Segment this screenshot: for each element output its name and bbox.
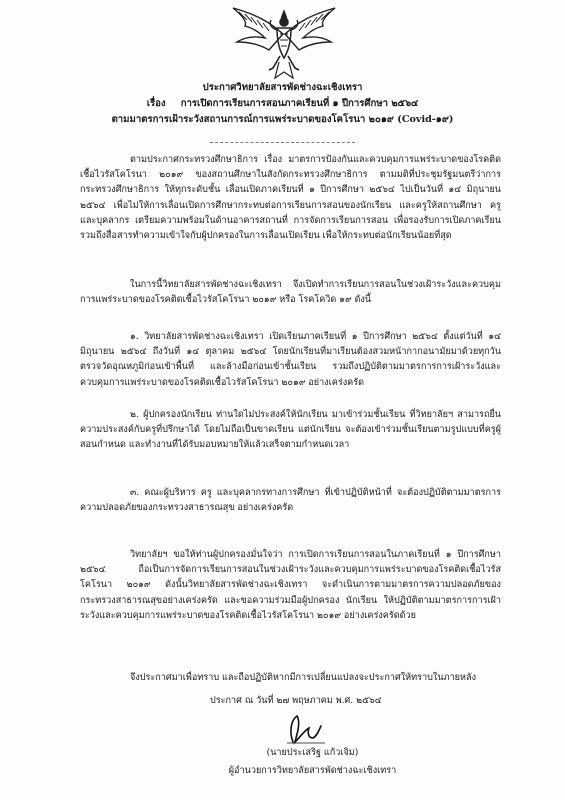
paragraph-text: ตามประกาศกระทรวงศึกษาธิการ เรื่อง มาตรการป้องกันและควบคุมการแพร่ระบาดของโรคติดเชื้อไวรัสโคโรนา ๒๐๑๙ ของสถานศึกษาในสังกัดกระทรวงศึกษาธิการ ตามมติที่ประชุมรัฐมนตรีว่าการกระทรวงศึกษาธิการ ให้ทุกระดับชั้น เลื่อนเปิดภาคเรียนที่ ๑ ปีการศึกษา ๒๕๖๔ ไปเป็นวันที่ ๑๔ มิถุนายน ๒๕๖๔ เพื่อไม่ให้การเลื่อนเปิดการศึกษากระทบต่อการเรียนการสอนของนักเรียน และครูให้สถานศึกษา ครูและบุคลากร เตรียมความพร้อมในด้านอาคารสถานที่ การจัดการเรียนการสอน เพื่อรองรับการเปิดภาคเรียน รวมถึงสื่อสารทำความเข้าใจกับผู้ปกครองในการเลื่อนเปิดเรียน เพื่อให้กระทบต่อนักเรียนน้อยที่สุด bbox=[80, 155, 501, 242]
signer-position: ผู้อำนวยการวิทยาลัยสารพัดช่างฉะเชิงเทรา bbox=[228, 766, 397, 776]
announcement-title: ประกาศวิทยาลัยสารพัดช่างฉะเชิงเทรา bbox=[202, 82, 363, 93]
body-paragraph-1 bbox=[80, 153, 501, 244]
paragraph-text: ๓. คณะผู้บริหาร ครู และบุคลากรทางการศึกษา ที่เข้าปฏิบัติหน้าที่ จะต้องปฏิบัติตามมาตรการความปลอดภัยของกระทรวงสาธารณสุข อย่างเคร่งครัด bbox=[80, 488, 501, 514]
issue-date: ประกาศ ณ วันที่ ๒๗ พฤษภาคม พ.ศ. ๒๕๖๔ bbox=[210, 696, 382, 706]
paragraph-text: ๑. วิทยาลัยสารพัดช่างฉะเชิงเทรา เปิดเรียนภาคเรียนที่ ๑ ปีการศึกษา ๒๕๖๔ ตั้งแต่วันที่ ๑๔ มิถุนายน ๒๕๖๔ ถึงวันที่ ๑๔ ตุลาคม ๒๕๖๔ โดยนักเรียนที่มาเรียนต้องสวมหน้ากากอนามัยมาด้วยทุกวัน ตรวจวัดอุณหภูมิก่อนเข้าพื้นที่ และล้างมือก่อนเข้าชั้นเรียน รวมถึงปฏิบัติตามมาตรการการเฝ้าระวังและควบคุมการแพร่ระบาดของโรคติดเชื้อไวรัสโคโรนา ๒๐๑๙ อย่างเคร่งครัด bbox=[80, 332, 501, 388]
body-paragraph-6 bbox=[80, 548, 501, 624]
handwritten-signature-icon bbox=[275, 712, 335, 746]
closing-statement bbox=[80, 671, 501, 686]
subject-label: เรื่อง bbox=[146, 98, 166, 109]
header-divider bbox=[210, 142, 355, 143]
announcement-header bbox=[0, 80, 565, 128]
body-paragraph-4 bbox=[80, 408, 501, 454]
subject-text: การเปิดการเรียนการสอนภาคเรียนที่ ๑ ปีการศึกษา ๒๕๖๔ bbox=[180, 98, 419, 109]
subject-line-2: ตามมาตรการเฝ้าระวังสถานการณ์การแพร่ระบาดของโคโรนา ๒๐๑๙ (Covid-๑๙) bbox=[111, 114, 454, 125]
body-paragraph-3 bbox=[80, 330, 501, 391]
announcement-subject bbox=[147, 96, 419, 112]
closing-text: จึงประกาศมาเพื่อทราบ และถือปฏิบัติหากมีการเปลี่ยนแปลงจะประกาศให้ทราบในภายหลัง bbox=[130, 673, 477, 683]
paragraph-text: วิทยาลัยฯ ขอให้ท่านผู้ปกครองมั่นใจว่า การเปิดการเรียนการสอนในภาคเรียนที่ ๑ ปีการศึกษา ๒๕๖๔ ถือเป็นการจัดการเรียนการสอนในช่วงเฝ้าระวังและควบคุมการแพร่ระบาดของโรคติดเชื้อไวรัสโคโรนา ๒๐๑๙ ดังนั้นวิทยาลัยสารพัดช่างฉะเชิงเทรา จะดำเนินการตามมาตรการความปลอดภัยของกระทรวงสาธารณสุขอย่างเคร่งครัด และขอความร่วมมือผู้ปกครอง นักเรียน ให้ปฏิบัติตามมาตรการการเฝ้าระวังและควบคุมการแพร่ระบาดของโรคติดเชื้อไวรัสโคโรนา ๒๐๑๙ อย่างเคร่งครัดด้วย bbox=[80, 550, 501, 621]
signer-name: (นายประเสริฐ แก้วเจิม) bbox=[266, 748, 359, 758]
paragraph-text: ๒. ผู้ปกครองนักเรียน ท่านใดไม่ประสงค์ให้นักเรียน มาเข้าร่วมชั้นเรียน ที่วิทยาลัยฯ สามารถยื่นความประสงค์กับครูที่ปรึกษาได้ โดยไม่ถือเป็นขาดเรียน แต่นักเรียน จะต้องเข้าร่วมชั้นเรียนตามรูปแบบที่ครูผู้สอนกำหนด และทำงานที่ได้รับมอบหมายให้แล้วเสร็จตามกำหนดเวลา bbox=[80, 410, 501, 451]
garuda-emblem-icon bbox=[225, 4, 343, 84]
body-paragraph-2 bbox=[80, 278, 501, 308]
paragraph-text: ในการนี้วิทยาลัยสารพัดช่างฉะเชิงเทรา จึงเปิดทำการเรียนการสอนในช่วงเฝ้าระวังและควบคุมการแพร่ระบาดของโรคติดเชื้อไวรัสโคโรนา ๒๐๑๙ หรือ โรคโควิด ๑๙ ดังนี้ bbox=[80, 280, 501, 306]
body-paragraph-5 bbox=[80, 486, 501, 516]
